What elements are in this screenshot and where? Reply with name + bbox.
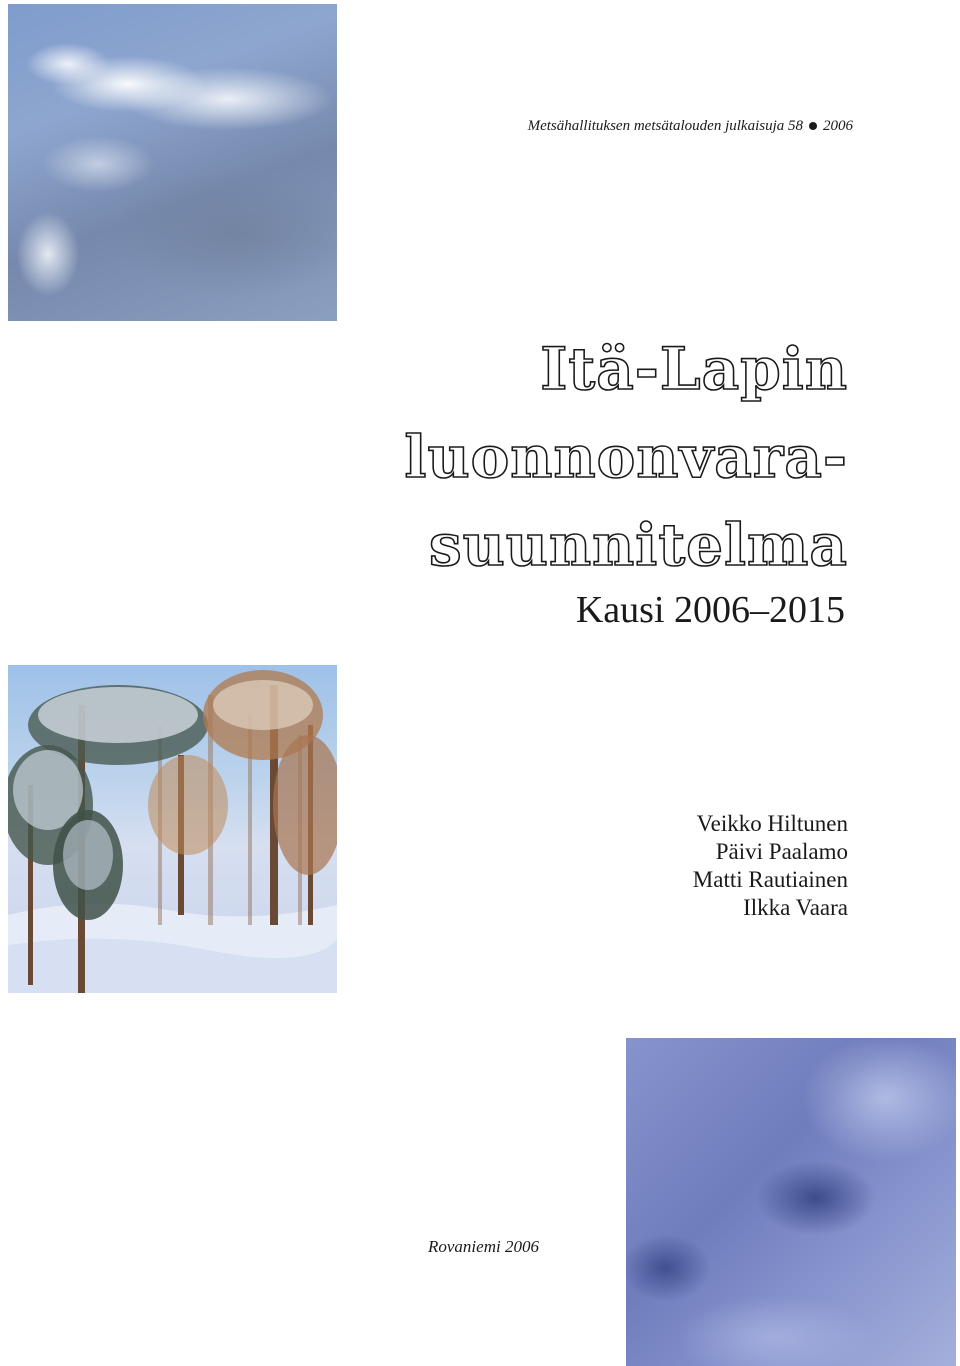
author-name: Ilkka Vaara <box>743 895 848 920</box>
snow-footprint-photo <box>626 1038 956 1366</box>
bullet-icon <box>809 122 817 130</box>
series-year: 2006 <box>823 118 853 134</box>
title-line-2: luonnonvara- <box>404 423 848 491</box>
title-line-1: Itä-Lapin <box>540 335 848 403</box>
title-line-3: suunnitelma <box>428 511 848 579</box>
cloud-sky-photo <box>8 4 337 321</box>
publication-place: Rovaniemi 2006 <box>428 1237 539 1256</box>
snowy-forest-photo <box>8 665 337 993</box>
forest-illustration <box>8 665 337 993</box>
author-name: Veikko Hiltunen <box>696 811 848 836</box>
period-subtitle: Kausi 2006–2015 <box>575 589 845 631</box>
author-list <box>448 810 848 922</box>
author-name: Päivi Paalamo <box>715 839 848 864</box>
series-text: Metsähallituksen metsätalouden julkaisuja 58 <box>527 118 803 134</box>
author-name: Matti Rautiainen <box>692 867 848 892</box>
series-line <box>253 118 853 135</box>
page-title <box>248 325 848 589</box>
